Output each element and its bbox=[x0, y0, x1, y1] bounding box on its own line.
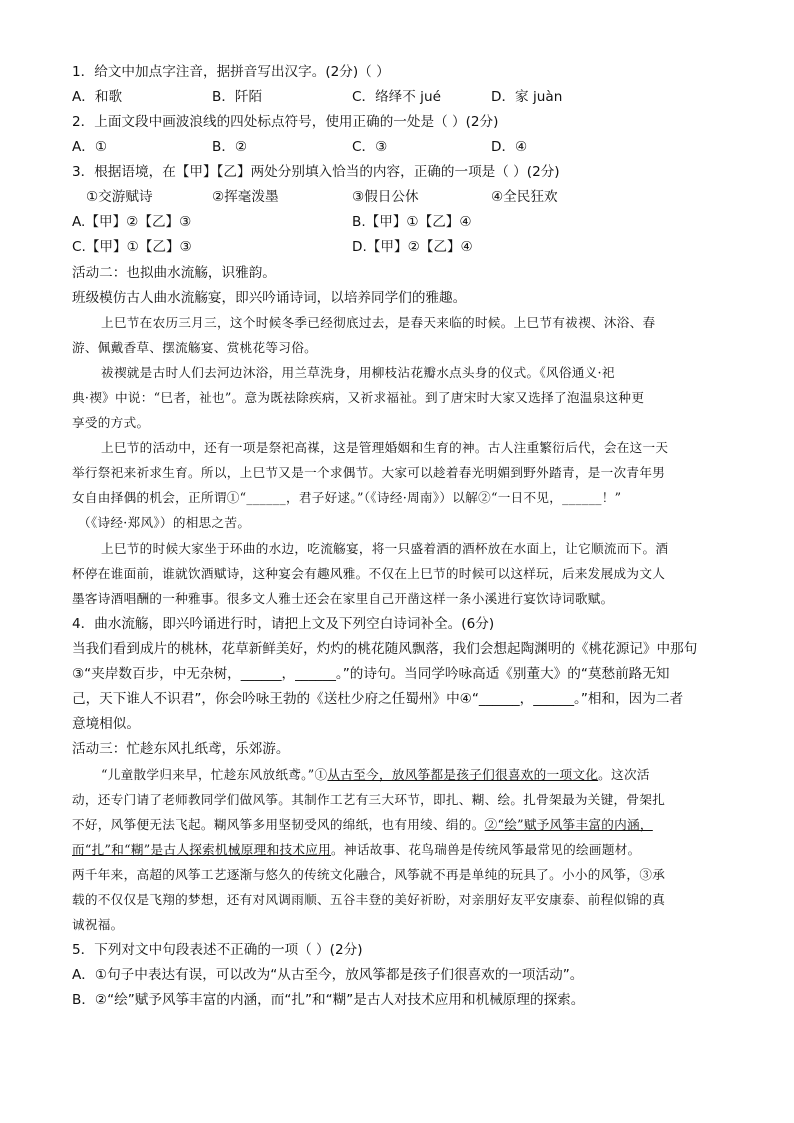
q3-option-d: D.【甲】②【乙】④ bbox=[352, 239, 473, 255]
q4-line: ③“夹岸数百步，中无杂树，______，______。”的诗句。当同学吟咏高适《别董大》的“莫愁前路无知 bbox=[72, 666, 670, 682]
text-run: “儿童散学归来早，忙趁东风放纸鸢。”① bbox=[101, 767, 328, 782]
q1-option-c: C．络绎不 jué bbox=[352, 89, 441, 105]
q3-choice-2: ②挥毫泼墨 bbox=[212, 189, 279, 205]
activity-3-line: 动，还专门请了老师教同学们做风筝。其制作工艺有三大环节，即扎、糊、绘。扎骨架最为关键，骨架扎 bbox=[72, 792, 666, 807]
q5-option-b: B．②“绘”赋予风筝丰富的内涵，而“扎”和“糊”是古人对技术应用和机械原理的探索。 bbox=[72, 992, 585, 1008]
passage-line: 女自由择偶的机会，正所谓①“______，君子好逑。”（《诗经·周南》）以解②“一日不见，______！” bbox=[72, 490, 622, 505]
question-2-stem: 2．上面文段中画波浪线的四处标点符号，使用正确的一处是（ ）(2分) bbox=[72, 114, 499, 130]
underlined-sentence-1: 从古至今，放风筝都是孩子们很喜欢的一项文化 bbox=[327, 767, 599, 782]
q4-line: 意境相似。 bbox=[72, 716, 140, 732]
q5-option-a: A．①句子中表达有误，可以改为“从古至今，放风筝都是孩子们很喜欢的一项活动”。 bbox=[72, 967, 584, 983]
activity-3-line: 诚祝福。 bbox=[72, 917, 124, 932]
passage-line: 上巳节的活动中，还有一项是祭祀高禖，这是管理婚姻和生育的神。古人注重繁衍后代，会在这一天 bbox=[101, 440, 669, 455]
q3-option-a: A.【甲】②【乙】③ bbox=[72, 214, 192, 230]
activity-3-line: 两千年来，高超的风筝工艺逐渐与悠久的传统文化融合，风筝就不再是单纯的玩具了。小小的风筝，③承 bbox=[72, 867, 666, 882]
q3-choice-1: ①交游赋诗 bbox=[86, 189, 153, 205]
passage-line: 祓禊就是古时人们去河边沐浴，用兰草洗身，用柳枝沾花瓣水点头身的仪式。《风俗通义·祀 bbox=[101, 365, 615, 380]
q1-option-a: A．和歌 bbox=[72, 89, 123, 105]
q1-option-d: D．家 juàn bbox=[491, 89, 563, 105]
activity-3-line: 载的不仅仅是飞翔的梦想，还有对风调雨顺、五谷丰登的美好祈盼，对亲朋好友平安康泰、前程似锦的真 bbox=[72, 892, 666, 907]
passage-line: 上巳节的时候大家坐于环曲的水边，吃流觞宴，将一只盛着酒的酒杯放在水面上，让它顺流而下。酒 bbox=[101, 541, 669, 556]
underlined-sentence-2-cont: 而“扎”和“糊”是古人探索机械原理和技术应用 bbox=[72, 842, 332, 857]
question-5-stem: 5．下列对文中句段表述不正确的一项（ ）(2分) bbox=[72, 942, 363, 958]
q2-option-b: B．② bbox=[212, 139, 248, 155]
q3-option-b: B.【甲】①【乙】④ bbox=[352, 214, 472, 230]
q2-option-a: A．① bbox=[72, 139, 108, 155]
activity-2-intro: 班级模仿古人曲水流觞宴，即兴吟诵诗词，以培养同学们的雅趣。 bbox=[72, 290, 467, 306]
q3-option-c: C.【甲】①【乙】③ bbox=[72, 239, 192, 255]
q2-option-c: C．③ bbox=[352, 139, 388, 155]
passage-line: 游、佩戴香草、摆流觞宴、赏桃花等习俗。 bbox=[72, 340, 317, 355]
question-1-stem: 1．给文中加点字注音，据拼音写出汉字。(2分)（ ） bbox=[72, 64, 390, 80]
q4-line: 己，天下谁人不识君”，你会吟咏王勃的《送杜少府之任蜀州》中④“______，______。”相和，因为二者 bbox=[72, 691, 684, 707]
activity-3-line bbox=[72, 816, 653, 834]
q3-choice-3: ③假日公休 bbox=[352, 189, 419, 205]
activity-3-line bbox=[101, 766, 650, 784]
question-4-stem: 4．曲水流觞，即兴吟诵进行时，请把上文及下列空白诗词补全。(6分) bbox=[72, 616, 495, 632]
text-run: 。这次活 bbox=[598, 767, 650, 782]
text-run: 。神话故事、花鸟瑞兽是传统风筝最常见的绘画题材。 bbox=[331, 842, 641, 857]
q1-option-b: B．阡陌 bbox=[212, 89, 263, 105]
text-run: 不好，风筝便无法飞起。糊风筝多用坚韧受风的绵纸，也有用绫、绢的。 bbox=[72, 817, 485, 832]
passage-line: 杯停在谁面前，谁就饮酒赋诗，这种宴会有趣风雅。不仅在上巳节的时候可以这样玩，后来发展成为文人 bbox=[72, 566, 666, 581]
q4-line: 当我们看到成片的桃林，花草新鲜美好，灼灼的桃花随风飘落，我们会想起陶渊明的《桃花源记》中那句 bbox=[72, 641, 698, 657]
passage-line: 典·禊》中说：“巳者，祉也”。意为既祛除疾病，又祈求福祉。到了唐宋时大家又选择了泡温泉这种更 bbox=[72, 390, 645, 405]
underlined-sentence-2: ②“绘”赋予风筝丰富的内涵， bbox=[484, 817, 653, 832]
activity-2-title: 活动二：也拟曲水流觞，识雅韵。 bbox=[72, 265, 276, 281]
passage-line: 墨客诗酒唱酬的一种雅事。很多文人雅士还会在家里自己开凿这样一条小溪进行宴饮诗词歌赋。 bbox=[72, 591, 614, 606]
question-3-stem: 3．根据语境，在【甲】【乙】两处分别填入恰当的内容，正确的一项是（ ）(2分) bbox=[72, 164, 560, 180]
passage-line: （《诗经·郑风》）的相思之苦。 bbox=[78, 515, 251, 530]
passage-line: 享受的方式。 bbox=[72, 415, 150, 430]
passage-line: 举行祭祀来祈求生育。所以，上巳节又是一个求偶节。大家可以趁着春光明媚到野外踏青，是一次青年男 bbox=[72, 465, 666, 480]
activity-3-line bbox=[72, 841, 641, 859]
q2-option-d: D．④ bbox=[491, 139, 528, 155]
passage-line: 上巳节在农历三月三，这个时候冬季已经彻底过去，是春天来临的时候。上巳节有祓禊、沐浴、春 bbox=[101, 315, 656, 330]
activity-3-title: 活动三：忙趁东风扎纸鸢，乐郊游。 bbox=[72, 741, 290, 757]
q3-choice-4: ④全民狂欢 bbox=[491, 189, 558, 205]
